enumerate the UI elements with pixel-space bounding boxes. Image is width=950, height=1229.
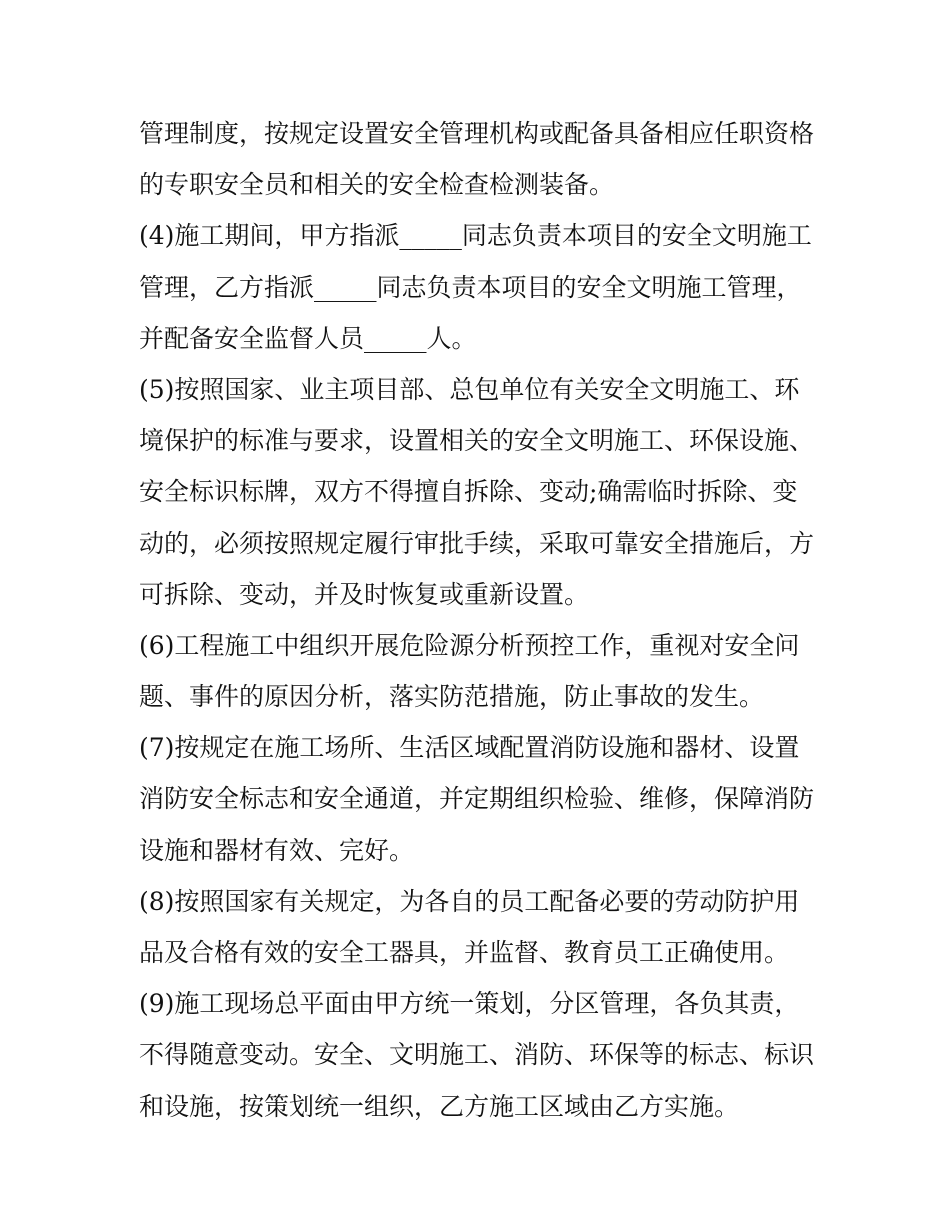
document-body bbox=[139, 108, 829, 1132]
text-line: (5)按照国家、业主项目部、总包单位有关安全文明施工、环 bbox=[139, 374, 800, 404]
text-line: 管理，乙方指派_____同志负责本项目的安全文明施工管理， bbox=[139, 272, 802, 302]
text-line: (4)施工期间，甲方指派_____同志负责本项目的安全文明施工 bbox=[139, 221, 812, 251]
text-line: 动的，必须按照规定履行审批手续，采取可靠安全措施后，方 bbox=[139, 528, 815, 558]
text-line: (7)按规定在施工场所、生活区域配置消防设施和器材、设置 bbox=[139, 733, 800, 763]
text-line: 管理制度，按规定设置安全管理机构或配备具备相应任职资格 bbox=[139, 119, 815, 148]
text-line: 消防安全标志和安全通道，并定期组织检验、维修，保障消防 bbox=[139, 784, 815, 814]
text-line: 可拆除、变动，并及时恢复或重新设置。 bbox=[139, 579, 590, 609]
text-line: (6)工程施工中组织开展危险源分析预控工作，重视对安全问 bbox=[139, 630, 800, 660]
text-line: 安全标识标牌，双方不得擅自拆除、变动;确需临时拆除、变 bbox=[139, 477, 798, 507]
text-line: 不得随意变动。安全、文明施工、消防、环保等的标志、标识 bbox=[139, 1040, 815, 1070]
text-line: 并配备安全监督人员_____人。 bbox=[139, 323, 477, 353]
text-line: (8)按照国家有关规定，为各自的员工配备必要的劳动防护用 bbox=[139, 886, 800, 916]
text-line: 品及合格有效的安全工器具，并监督、教育员工正确使用。 bbox=[139, 938, 790, 967]
text-line: 和设施，按策划统一组织，乙方施工区域由乙方实施。 bbox=[139, 1091, 740, 1121]
text-line: 设施和器材有效、完好。 bbox=[139, 835, 415, 865]
text-line: 题、事件的原因分析，落实防范措施，防止事故的发生。 bbox=[139, 682, 765, 712]
text-line: 的专职安全员和相关的安全检查检测装备。 bbox=[139, 170, 615, 200]
text-line: (9)施工现场总平面由甲方统一策划，分区管理，各负其责， bbox=[139, 989, 800, 1019]
text-line: 境保护的标准与要求，设置相关的安全文明施工、环保设施、 bbox=[139, 426, 815, 456]
